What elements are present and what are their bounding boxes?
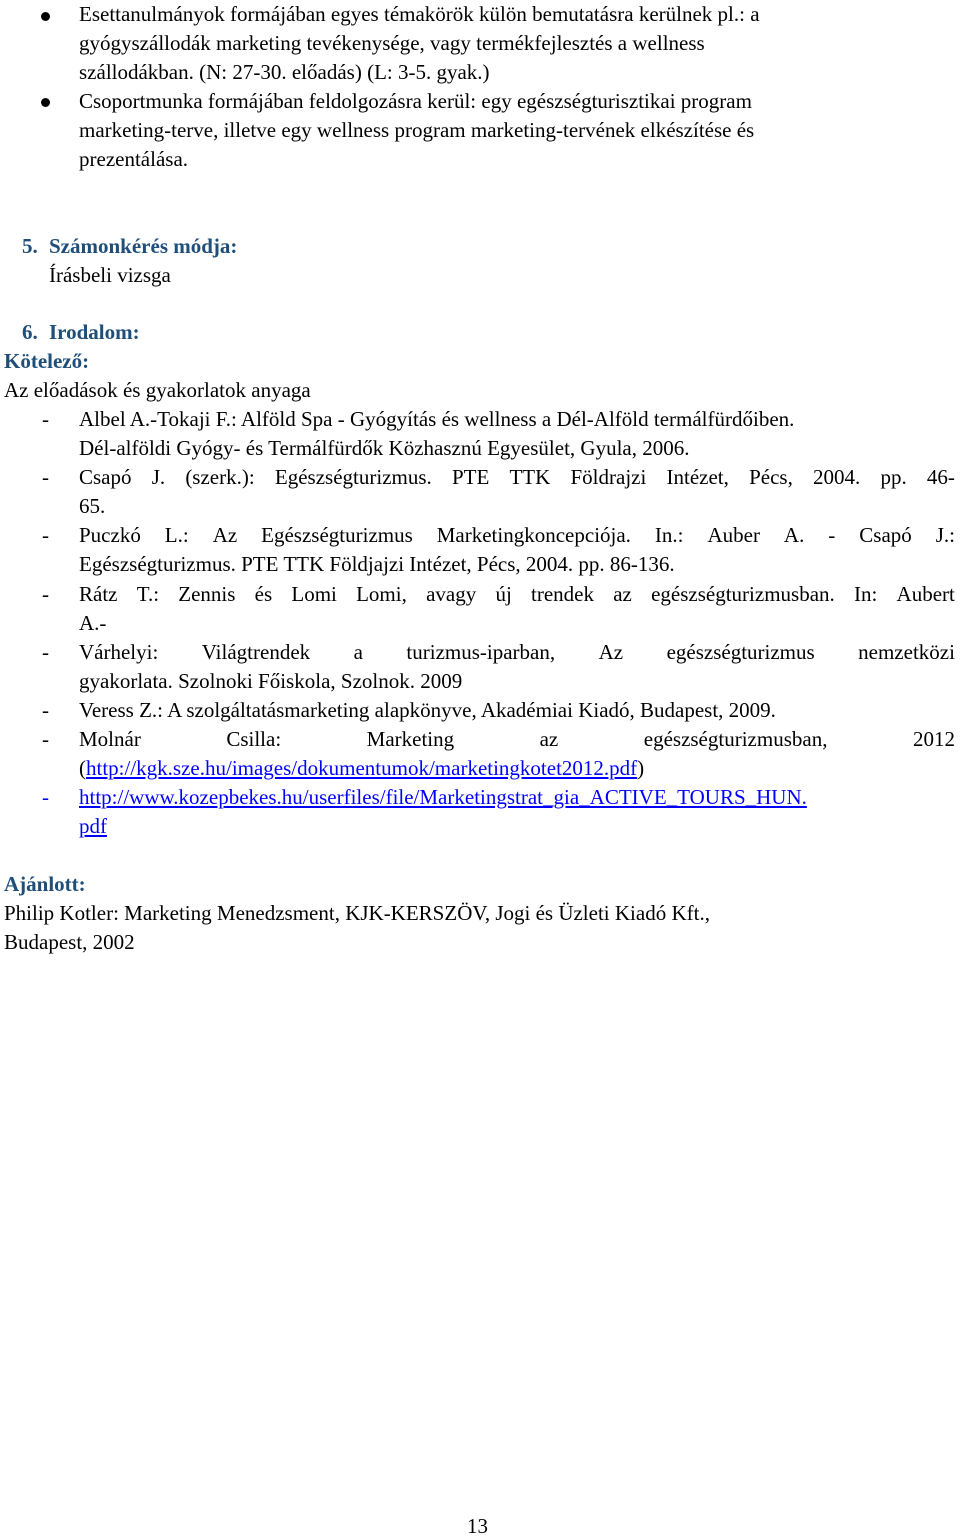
reference-line: Albel A.-Tokaji F.: Alföld Spa - Gyógyítás és wellness a Dél-Alföld termálfürdőiben. (79, 407, 795, 431)
list-dash: - (42, 582, 49, 606)
reference-line (79, 525, 955, 546)
recommended-line: Budapest, 2002 (4, 930, 135, 954)
list-dash: - (42, 640, 49, 664)
required-label: Kötelező: (4, 349, 90, 373)
reference-line (79, 467, 955, 488)
reference-line: Veress Z.: A szolgáltatásmarketing alapkönyve, Akadémiai Kiadó, Budapest, 2009. (79, 698, 776, 722)
section-5-title: Számonkérés módja: (49, 234, 238, 258)
word: PTE (451, 465, 490, 489)
list-dash: - (42, 727, 49, 751)
word: A. (783, 523, 805, 547)
word: Világtrendek (201, 640, 311, 664)
word: pp. (880, 465, 907, 489)
word: Csapó (79, 465, 132, 489)
page-number: 13 (467, 1514, 488, 1538)
bullet-dot-icon (41, 12, 50, 21)
reference-link[interactable]: http://www.kozepbekes.hu/userfiles/file/Marketingstrat_gia_ACTIVE_TOURS_HUN. (79, 785, 807, 809)
word: J. (151, 465, 166, 489)
word: Várhelyi: (79, 640, 159, 664)
word: Aubert (896, 582, 955, 606)
reference-line: Dél-alföldi Gyógy- és Termálfürdők Közhasznú Egyesület, Gyula, 2006. (79, 436, 690, 460)
word: - (828, 523, 836, 547)
word: Zennis (178, 582, 236, 606)
word: Egészségturizmus (261, 523, 413, 547)
list-dash: - (42, 785, 49, 809)
word: Puczkó (79, 523, 141, 547)
word: (szerk.): (185, 465, 255, 489)
bullet-text-line: prezentálása. (79, 147, 189, 171)
word: Csilla: (226, 727, 282, 751)
word: avagy (426, 582, 477, 606)
word: új (495, 582, 512, 606)
reference-line (79, 758, 644, 779)
bullet-text-line: Csoportmunka formájában feldolgozásra kerül: egy egészségturisztikai program (79, 89, 752, 113)
list-dash: - (42, 698, 49, 722)
word: Pécs, (749, 465, 793, 489)
bullet-text-line: szállodákban. (N: 27-30. előadás) (L: 3-5. gyak.) (79, 60, 490, 84)
bullet-text-line: marketing-terve, illetve egy wellness program marketing-tervének elkészítése és (79, 118, 755, 142)
word: L.: (164, 523, 189, 547)
word: J.: (935, 523, 955, 547)
word: egészségturizmusban, (643, 727, 828, 751)
reference-line: 65. (79, 494, 106, 518)
word: Molnár (79, 727, 141, 751)
word: Lomi (291, 582, 337, 606)
recommended-line: Philip Kotler: Marketing Menedzsment, KJK-KERSZÖV, Jogi és Üzleti Kiadó Kft., (4, 901, 710, 925)
reference-link[interactable]: http://kgk.sze.hu/images/dokumentumok/marketingkotet2012.pdf (86, 756, 638, 780)
list-dash: - (42, 523, 49, 547)
reference-line (79, 729, 955, 750)
section-6-number: 6. (22, 320, 38, 344)
reference-line: Egészségturizmus. PTE TTK Földjajzi Intézet, Pécs, 2004. pp. 86-136. (79, 552, 675, 576)
paren-close: ) (637, 756, 645, 780)
word: In.: (654, 523, 684, 547)
bullet-dot-icon (41, 98, 50, 107)
section-5-body: Írásbeli vizsga (49, 263, 171, 287)
word: az (613, 582, 632, 606)
word: TTK (509, 465, 551, 489)
word: egészségturizmus (666, 640, 815, 664)
section-6-title: Irodalom: (49, 320, 140, 344)
word: turizmus-iparban, (406, 640, 556, 664)
list-dash: - (42, 465, 49, 489)
word: Az (212, 523, 238, 547)
word: trendek (531, 582, 594, 606)
reference-line: A.- (79, 611, 107, 635)
reference-line (79, 584, 955, 605)
word: 46- (926, 465, 955, 489)
word: Lomi, (356, 582, 407, 606)
word: T.: (136, 582, 160, 606)
section-5-number: 5. (22, 234, 38, 258)
word: egészségturizmusban. (651, 582, 835, 606)
required-intro: Az előadások és gyakorlatok anyaga (4, 378, 311, 402)
word: Intézet, (666, 465, 729, 489)
recommended-label: Ajánlott: (4, 872, 86, 896)
word: 2004. (813, 465, 861, 489)
bullet-text-line: gyógyszállodák marketing tevékenysége, vagy termékfejlesztés a wellness (79, 31, 705, 55)
list-dash: - (42, 407, 49, 431)
reference-line (79, 642, 955, 663)
word: Marketingkoncepciója. (436, 523, 631, 547)
word: Rátz (79, 582, 118, 606)
word: és (254, 582, 273, 606)
word: Egészségturizmus. (274, 465, 432, 489)
word: nemzetközi (858, 640, 955, 664)
word: az (539, 727, 559, 751)
reference-link[interactable]: pdf (79, 814, 107, 838)
word: Földrajzi (570, 465, 647, 489)
paren-open: ( (79, 756, 86, 780)
word: Az (598, 640, 624, 664)
reference-line: gyakorlata. Szolnoki Főiskola, Szolnok. 2009 (79, 669, 463, 693)
word: a (353, 640, 363, 664)
word: In: (854, 582, 878, 606)
bullet-text-line: Esettanulmányok formájában egyes témakörök külön bemutatásra kerülnek pl.: a (79, 2, 760, 26)
word: Auber (707, 523, 760, 547)
word: Csapó (859, 523, 912, 547)
word: Marketing (366, 727, 455, 751)
word: 2012 (912, 727, 955, 751)
